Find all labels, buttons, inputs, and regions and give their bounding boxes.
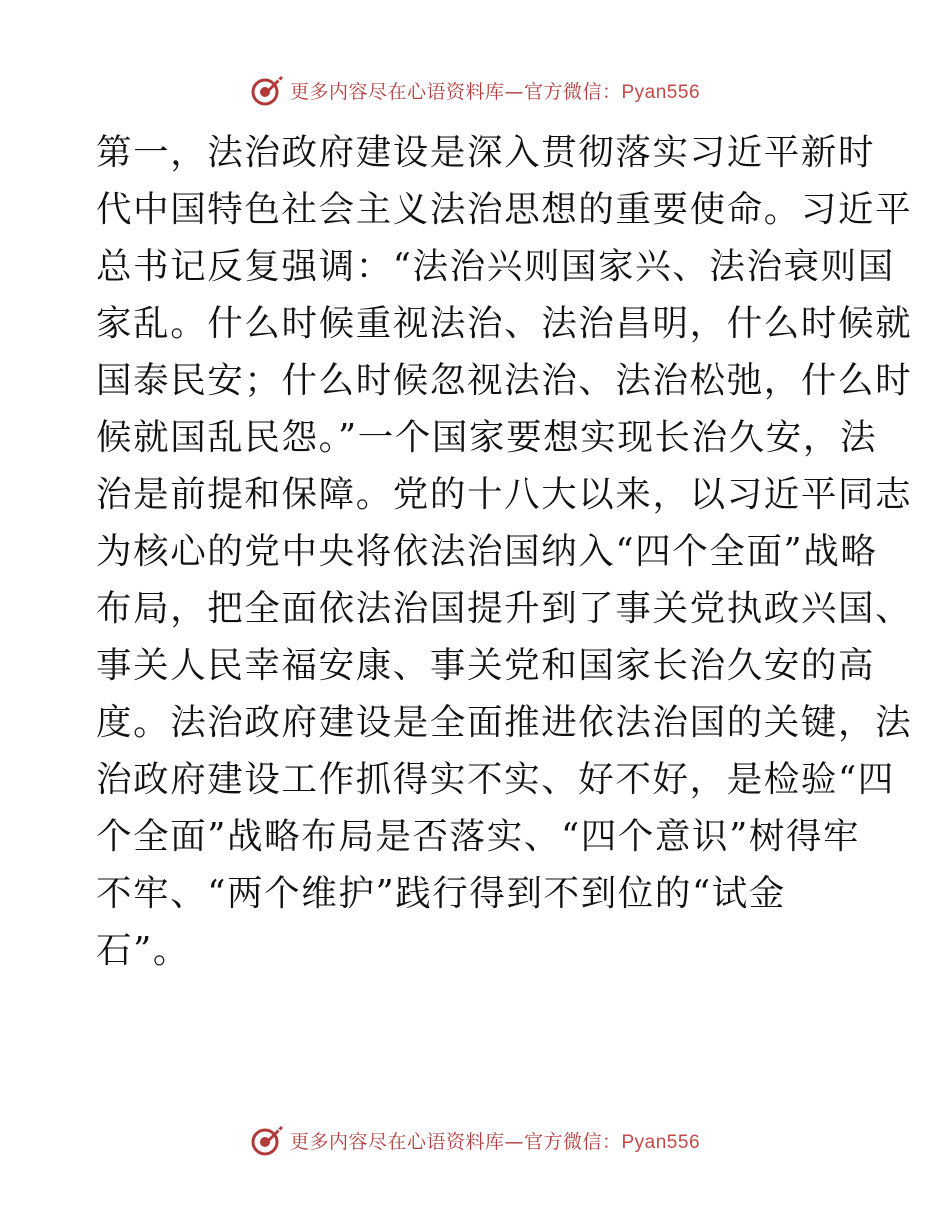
text-line-12: 治政府建设工作抓得实不实、好不好，是检验“四 <box>96 759 895 800</box>
footer-wechat-id: Pyan556 <box>621 1131 701 1153</box>
text-line-6: 候就国乱民怨。”一个国家要想实现长治久安，法 <box>96 417 878 458</box>
footer-separator: — <box>504 1130 524 1153</box>
pen-logo-icon <box>250 73 284 107</box>
header-promo-text: 更多内容尽在心语资料库 <box>289 80 505 103</box>
text-line-4: 家乱。什么时候重视法治、法治昌明，什么时候就 <box>96 303 913 344</box>
header-banner <box>0 72 950 108</box>
footer-banner <box>0 1122 950 1158</box>
text-line-2: 代中国特色社会主义法治思想的重要使命。习近平 <box>96 189 913 230</box>
text-line-10: 事关人民幸福安康、事关党和国家长治久安的高 <box>96 645 876 686</box>
header-wechat-label: 官方微信： <box>523 80 622 103</box>
text-line-11: 度。法治政府建设是全面推进依法治国的关键，法 <box>96 702 913 743</box>
body-paragraph <box>96 124 913 979</box>
footer-promo-text: 更多内容尽在心语资料库 <box>289 1130 505 1153</box>
footer-promo <box>290 1127 700 1154</box>
header-wechat-id: Pyan556 <box>621 81 701 103</box>
text-line-5: 国泰民安；什么时候忽视法治、法治松弛，什么时 <box>96 360 913 401</box>
text-line-7: 治是前提和保障。党的十八大以来，以习近平同志 <box>96 474 913 515</box>
text-line-15: 石”。 <box>96 930 190 971</box>
text-line-14: 不牢、“两个维护”践行得到不到位的“试金 <box>96 873 786 914</box>
text-line-3: 总书记反复强调：“法治兴则国家兴、法治衰则国 <box>96 246 895 287</box>
pen-logo-icon <box>250 1123 284 1157</box>
document-body <box>96 124 913 979</box>
header-separator: — <box>504 80 524 103</box>
header-promo <box>290 77 700 104</box>
text-line-13: 个全面”战略布局是否落实、“四个意识”树得牢 <box>96 816 861 857</box>
footer-wechat-label: 官方微信： <box>523 1130 622 1153</box>
text-line-1: 第一，法治政府建设是深入贯彻落实习近平新时 <box>96 132 876 173</box>
text-line-9: 布局，把全面依法治国提升到了事关党执政兴国、 <box>96 588 913 629</box>
text-line-8: 为核心的党中央将依法治国纳入“四个全面”战略 <box>96 531 878 572</box>
